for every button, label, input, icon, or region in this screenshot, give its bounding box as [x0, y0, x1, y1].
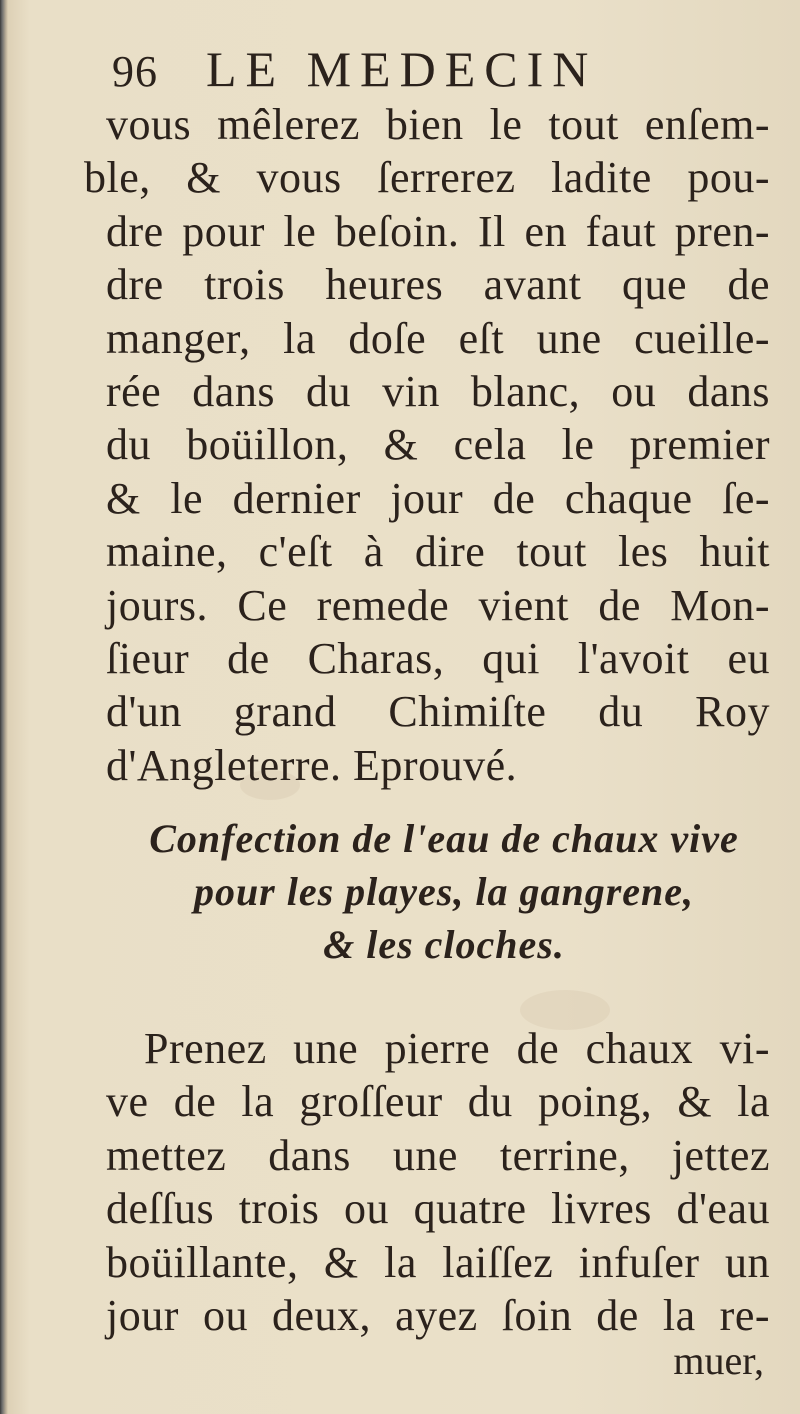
paragraph-2: [106, 1022, 770, 1342]
text-line: ble, & vous ſerrerez ladite pou-: [84, 153, 770, 203]
page-gutter: [0, 0, 8, 1414]
text-line: ſieur de Charas, qui l'avoit eu: [106, 633, 770, 683]
catchword: muer,: [673, 1338, 764, 1383]
text-line: vous mêlerez bien le tout enſem-: [106, 100, 770, 149]
text-line: dre pour le beſoin. Il en faut pren-: [106, 206, 770, 256]
text-line: Prenez une pierre de chaux vi-: [144, 1024, 770, 1073]
text-line: deſſus trois ou quatre livres d'eau: [106, 1184, 770, 1234]
running-head: LE MEDECIN: [206, 41, 598, 97]
section-title-line: Confection de l'eau de chaux vive: [149, 816, 739, 861]
text-line: boüillante, & la laiſſez infuſer un: [106, 1237, 770, 1287]
text-line: rée dans du vin blanc, ou dans: [106, 366, 770, 416]
section-title-line: & les cloches.: [323, 922, 565, 967]
text-line: d'Angleterre. Eprouvé.: [106, 740, 518, 790]
page-number: 96: [112, 47, 158, 96]
text-line: du boüillon, & cela le premier: [106, 420, 770, 470]
text-line: ve de la groſſeur du poing, & la: [106, 1077, 770, 1127]
page-header: [112, 40, 597, 100]
text-line: d'un grand Chimiſte du Roy: [106, 687, 770, 737]
text-line: manger, la doſe eſt une cueille-: [106, 313, 770, 363]
section-title-line: pour les playes, la gangrene,: [193, 869, 695, 914]
section-title: [130, 812, 758, 971]
text-line: maine, c'eſt à dire tout les huit: [106, 527, 770, 577]
text-line: jour ou deux, ayez ſoin de la re-: [106, 1290, 770, 1340]
text-line: mettez dans une terrine, jettez: [106, 1130, 770, 1180]
text-line: jours. Ce remede vient de Mon-: [106, 580, 770, 630]
text-line: dre trois heures avant que de: [106, 260, 770, 310]
paragraph-1: [84, 98, 770, 792]
text-line: & le dernier jour de chaque ſe-: [106, 473, 770, 523]
